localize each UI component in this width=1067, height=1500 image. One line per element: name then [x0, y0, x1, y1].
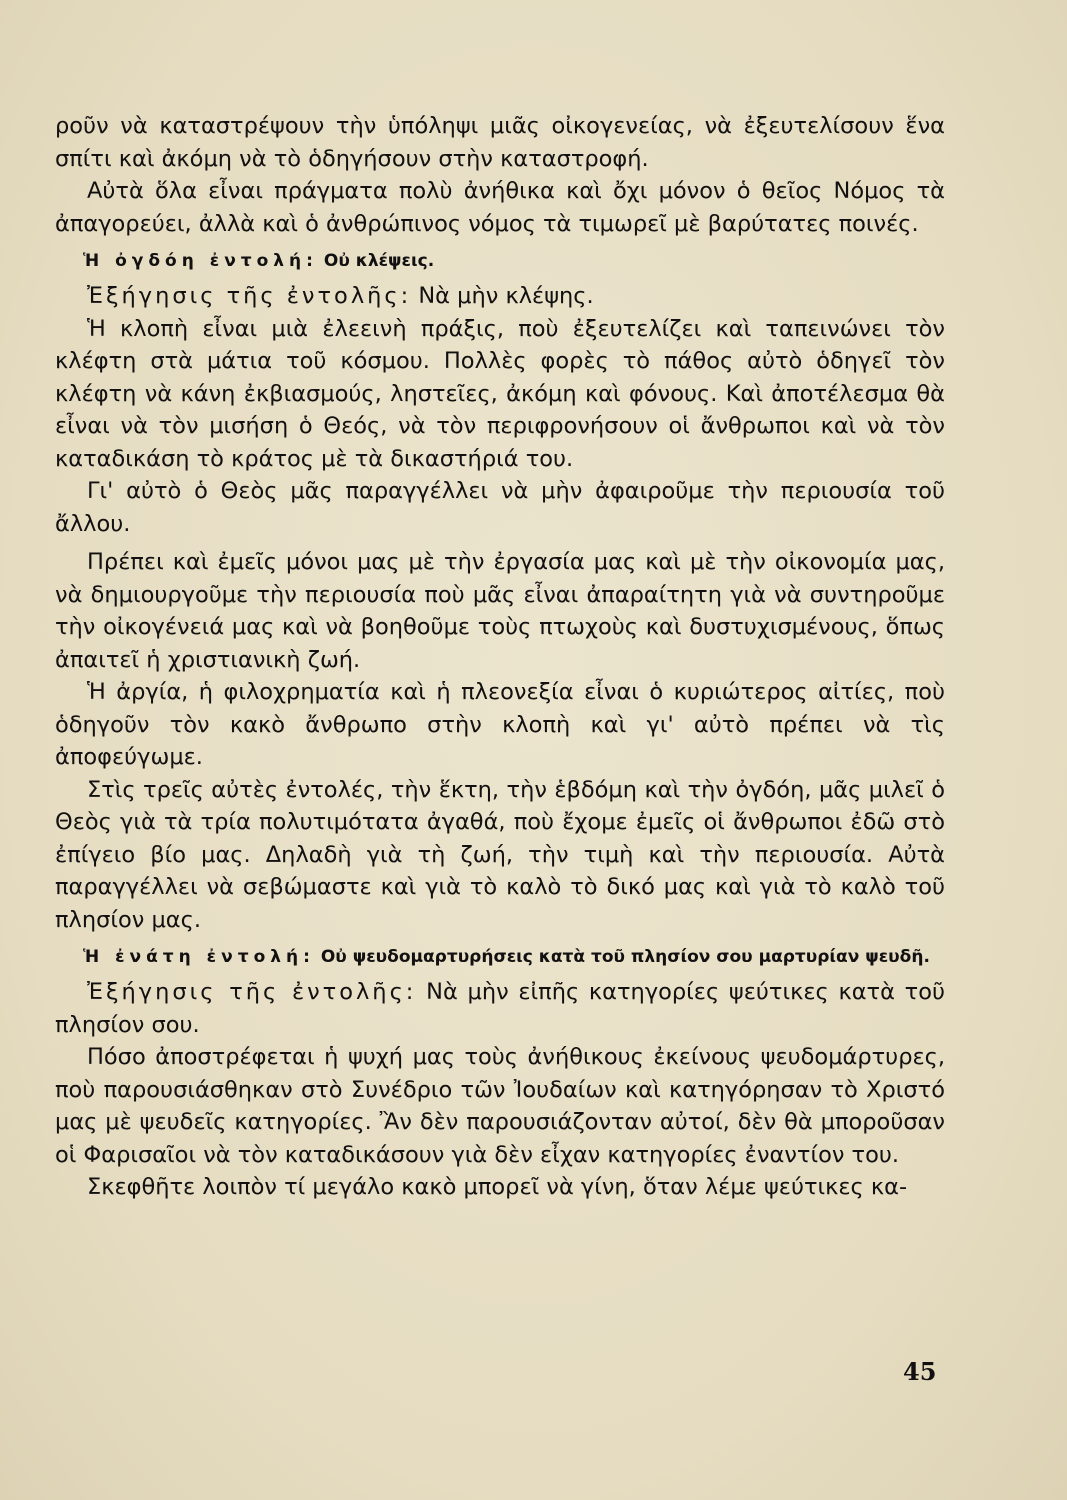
- ninth-commandment-text: Οὐ ψευδομαρτυρήσεις κατὰ τοῦ πλησίον σου μαρτυρίαν ψευδῆ.: [320, 947, 930, 967]
- ninth-explanation-label: Ἐξήγησις τῆς ἐντολῆς:: [87, 979, 417, 1005]
- ninth-commandment-label: Ἡ ἐνάτη ἐντολή:: [83, 947, 315, 967]
- paragraph-2: Αὐτὰ ὅλα εἶναι πράγματα πολὺ ἀνήθικα καὶ ὄχι μόνον ὁ θεῖος Νόμος τὰ ἀπαγορεύει, ἀλλὰ καὶ ὁ ἀνθρώπινος νόμος τὰ τιμωρεῖ μὲ βαρύτατες ποινές.: [55, 178, 945, 237]
- ninth-explanation-text: Νὰ μὴν εἰπῆς κατηγορίες ψεύτικες κατὰ τοῦ πλησίον σου.: [55, 979, 945, 1038]
- paragraph-3: Ἡ κλοπὴ εἶναι μιὰ ἐλεεινὴ πράξις, ποὺ ἐξευτελίζει καὶ ταπεινώνει τὸν κλέφτη στὰ μάτια τοῦ κόσμου. Πολλὲς φορὲς τὸ πάθος αὐτὸ ὁδηγεῖ τὸν κλέφτη νὰ κάνη ἐκβιασμούς, ληστεῖες, ἀκόμη καὶ φόνους. Καὶ ἀποτέλεσμα θὰ εἶναι νὰ τὸν μισήση ὁ Θεός, νὰ τὸν περιφρονήσουν οἱ ἄνθρωποι καὶ νὰ τὸν καταδικάση τὸ κράτος μὲ τὰ δικαστήριά του.: [55, 315, 945, 472]
- eighth-commandment-label: Ἡ ὀγδόη ἐντολή:: [83, 251, 318, 271]
- paragraph-4: Γι' αὐτὸ ὁ Θεὸς μᾶς παραγγέλλει νὰ μὴν ἀφαιροῦμε τὴν περιουσία τοῦ ἄλλου.: [55, 478, 945, 537]
- paragraph-6: Ἡ ἀργία, ἡ φιλοχρηματία καὶ ἡ πλεονεξία εἶναι ὁ κυριώτερος αἰτίες, ποὺ ὁδηγοῦν τὸν κακὸ ἄνθρωπο στὴν κλοπὴ καὶ γι' αὐτὸ πρέπει νὰ τὶς ἀποφεύγωμε.: [55, 679, 945, 770]
- paragraph-5: Πρέπει καὶ ἐμεῖς μόνοι μας μὲ τὴν ἐργασία μας καὶ μὲ τὴν οἰκονομία μας, νὰ δημιουργοῦμε τὴν περιουσία ποὺ μᾶς εἶναι ἀπαραίτητη γιὰ νὰ συντηροῦμε τὴν οἰκογένειά μας καὶ νὰ βοηθοῦμε τοὺς πτωχοὺς καὶ δυστυχισμένους, ὅπως ἀπαιτεῖ ἡ χριστιανικὴ ζωή.: [55, 549, 945, 673]
- paragraph-9: Σκεφθῆτε λοιπὸν τί μεγάλο κακὸ μπορεῖ νὰ γίνη, ὅταν λέμε ψεύτικες κα-: [87, 1174, 908, 1200]
- ninth-commandment-heading: [55, 942, 945, 972]
- ninth-explanation: [55, 976, 945, 1041]
- eighth-explanation-label: Ἐξήγησις τῆς ἐντολῆς:: [87, 283, 412, 309]
- paragraph-8: Πόσο ἀποστρέφεται ἡ ψυχή μας τοὺς ἀνήθικους ἐκείνους ψευδομάρτυρες, ποὺ παρουσιάσθηκαν στὸ Συνέδριο τῶν Ἰουδαίων καὶ κατηγόρησαν τὸ Χριστό μας μὲ ψευδεῖς κατηγορίες. Ἂν δὲν παρουσιάζονταν αὐτοί, δὲν θὰ μποροῦσαν οἱ Φαρισαῖοι νὰ τὸν καταδικάσουν γιὰ δὲν εἶχαν κατηγορίες ἐναντίον του.: [55, 1044, 945, 1168]
- page-body: [55, 110, 945, 1204]
- page-number: 45: [903, 1357, 937, 1386]
- eighth-explanation-text: Νὰ μὴν κλέψης.: [418, 283, 594, 309]
- paragraph-1: ροῦν νὰ καταστρέψουν τὴν ὑπόληψι μιᾶς οἰκογενείας, νὰ ἐξευτελίσουν ἕνα σπίτι καὶ ἀκόμη νὰ τὸ ὁδηγήσουν στὴν καταστροφή.: [55, 113, 945, 172]
- eighth-commandment-text: Οὐ κλέψεις.: [323, 251, 435, 271]
- eighth-commandment-heading: [55, 246, 945, 276]
- eighth-explanation: [55, 280, 945, 313]
- paragraph-7: Στὶς τρεῖς αὐτὲς ἐντολές, τὴν ἕκτη, τὴν ἑβδόμη καὶ τὴν ὀγδόη, μᾶς μιλεῖ ὁ Θεὸς γιὰ τὰ τρία πολυτιμότατα ἀγαθά, ποὺ ἔχομε ἐμεῖς οἱ ἄνθρωποι ἐδῶ στὸ ἐπίγειο βίο μας. Δηλαδὴ γιὰ τὴ ζωή, τὴν τιμὴ καὶ τὴν περιουσία. Αὐτὰ παραγγέλλει νὰ σεβώμαστε καὶ γιὰ τὸ καλὸ τὸ δικό μας καὶ γιὰ τὸ καλὸ τοῦ πλησίον μας.: [55, 776, 945, 933]
